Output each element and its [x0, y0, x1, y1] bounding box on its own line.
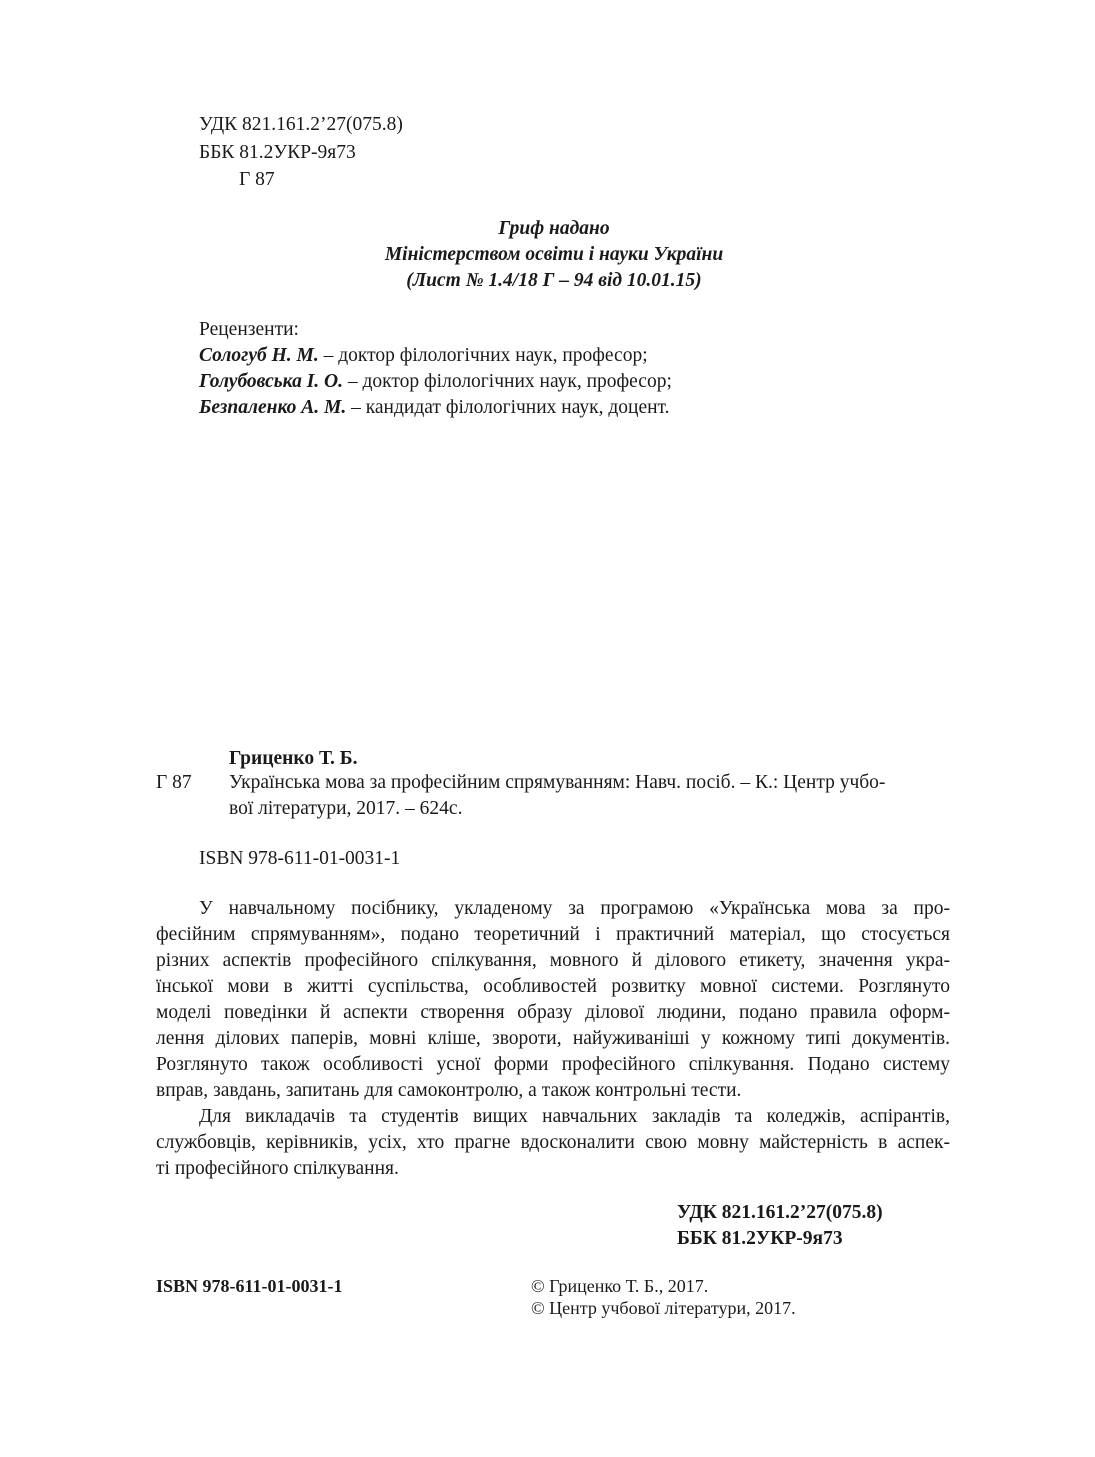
- reviewer-name: Безпаленко А. М.: [199, 397, 347, 418]
- copyright-publisher: © Центр учбової літератури, 2017.: [531, 1298, 796, 1318]
- bbk-code: ББК 81.2УКР-9я73: [199, 142, 356, 163]
- reviewer-1: [199, 345, 648, 367]
- footer-isbn: ISBN 978-611-01-0031-1: [156, 1276, 343, 1296]
- annotation-line: лення ділових паперів, мовні кліше, звороти, найуживаніші у кожному типі документів.: [156, 1028, 950, 1049]
- reviewer-2: [199, 371, 672, 393]
- annotation-line: Для викладачів та студентів вищих навчальних закладів та коледжів, аспірантів,: [199, 1106, 950, 1127]
- copyright-author: © Гриценко Т. Б., 2017.: [531, 1276, 709, 1296]
- approval-line-1: Гриф надано: [498, 218, 610, 239]
- annotation-line: різних аспектів професійного спілкування, мовного й ділового етикету, значення укра-: [156, 950, 950, 971]
- reviewer-desc: – кандидат філологічних наук, доцент.: [346, 397, 670, 418]
- bottom-bbk-code: ББК 81.2УКР-9я73: [677, 1228, 843, 1249]
- approval-line-3: (Лист № 1.4/18 Г – 94 від 10.01.15): [406, 270, 702, 291]
- approval-line-2: Міністерством освіти і науки України: [384, 244, 724, 265]
- annotation-line: ті професійного спілкування.: [156, 1158, 399, 1179]
- catalog-author: Гриценко Т. Б.: [229, 748, 358, 769]
- catalog-isbn: ISBN 978-611-01-0031-1: [199, 848, 401, 869]
- annotation-line: У навчальному посібнику, укладеному за програмою «Українська мова за про-: [199, 898, 950, 919]
- annotation-line: їнської мови в житті суспільства, особливостей розвитку мовної системи. Розглянуто: [156, 976, 950, 997]
- annotation-line: Розглянуто також особливості усної форми професійного спілкування. Подано систему: [156, 1054, 950, 1075]
- annotation-line: моделі поведінки й аспекти створення образу ділової людини, подано правила оформ-: [156, 1002, 950, 1023]
- author-mark: Г 87: [239, 169, 275, 190]
- annotation-line: службовців, керівників, усіх, хто прагне вдосконалити свою мовну майстерність в аспек-: [156, 1132, 950, 1153]
- udk-code: УДК 821.161.2’27(075.8): [199, 114, 403, 135]
- reviewer-desc: – доктор філологічних наук, професор;: [318, 345, 648, 366]
- reviewers-heading: Рецензенти:: [199, 319, 299, 340]
- annotation-line: фесійним спрямуванням», подано теоретичний і практичний матеріал, що стосується: [156, 924, 950, 945]
- annotation-line: вправ, завдань, запитань для самоконтролю, а також контрольні тести.: [156, 1080, 742, 1101]
- catalog-title-line-1: Українська мова за професійним спрямуванням: Навч. посіб. – К.: Центр учбо-: [229, 772, 886, 793]
- catalog-title-line-2: вої літератури, 2017. – 624с.: [229, 798, 463, 819]
- reviewer-3: [199, 397, 670, 419]
- reviewer-name: Сологуб Н. М.: [199, 345, 319, 366]
- reviewer-desc: – доктор філологічних наук, професор;: [343, 371, 672, 392]
- reviewer-name: Голубовська І. О.: [199, 371, 344, 392]
- catalog-mark: Г 87: [156, 772, 192, 793]
- bottom-udk-code: УДК 821.161.2’27(075.8): [677, 1202, 883, 1223]
